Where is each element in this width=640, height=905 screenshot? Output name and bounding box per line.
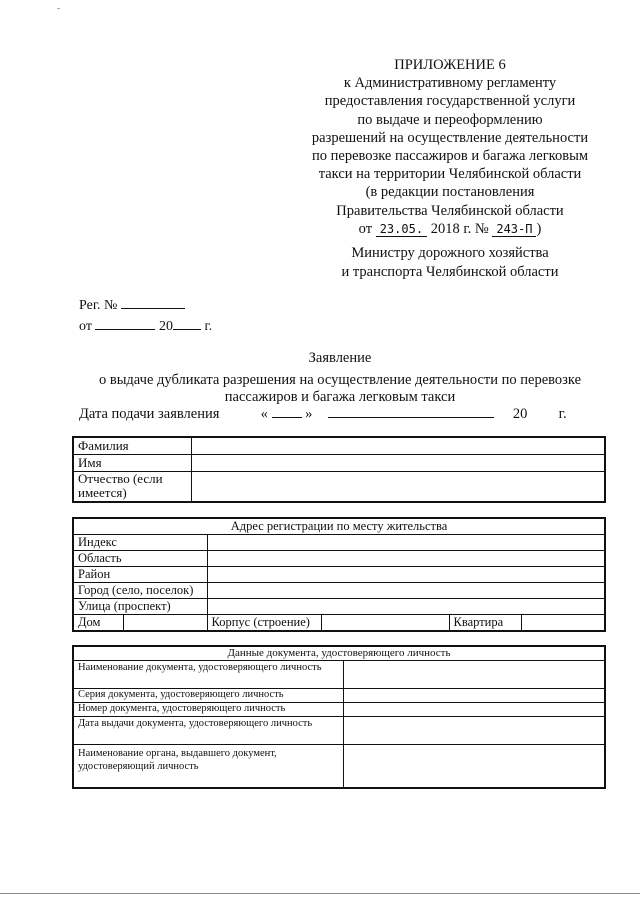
table-row bbox=[73, 646, 605, 660]
edition-line bbox=[300, 220, 600, 238]
address-table-header: Адрес регистрации по месту жительства bbox=[73, 518, 605, 535]
header-line: такси на территории Челябинской области bbox=[318, 166, 582, 183]
table-row bbox=[73, 583, 605, 599]
apartment-label: Квартира bbox=[449, 615, 521, 632]
doc-name-label: Наименование документа, удостоверяющего личность bbox=[73, 660, 343, 688]
street-field[interactable] bbox=[207, 599, 605, 615]
edition-date: 23.05. bbox=[376, 222, 427, 237]
reg-year-suffix: г. bbox=[204, 319, 213, 334]
edition-year: 2018 г. № bbox=[430, 220, 489, 237]
doc-issue-date-label: Дата выдачи документа, удостоверяющего личность bbox=[73, 716, 343, 744]
doc-series-label: Серия документа, удостоверяющего личность bbox=[73, 688, 343, 702]
surname-field[interactable] bbox=[191, 437, 605, 455]
table-row bbox=[73, 567, 605, 583]
reg-date-line bbox=[79, 317, 212, 335]
header-line: к Административному регламенту bbox=[343, 75, 557, 92]
postcode-field[interactable] bbox=[207, 535, 605, 551]
close-quote: » bbox=[305, 406, 313, 422]
district-field[interactable] bbox=[207, 567, 605, 583]
statement-subject-line: пассажиров и багажа легковым такси bbox=[224, 389, 456, 405]
appendix-title: ПРИЛОЖЕНИЕ 6 bbox=[394, 57, 506, 73]
table-row bbox=[73, 518, 605, 535]
doc-number-label: Номер документа, удостоверяющего личность bbox=[73, 702, 343, 716]
header-line: (в редакции постановления bbox=[365, 184, 535, 201]
postcode-label: Индекс bbox=[73, 535, 207, 551]
table-row bbox=[73, 744, 605, 788]
personal-data-table bbox=[72, 436, 606, 503]
building-field[interactable] bbox=[321, 615, 449, 632]
statement-heading: Заявление bbox=[308, 350, 372, 366]
apartment-field[interactable] bbox=[521, 615, 605, 632]
filing-date-line bbox=[79, 405, 599, 423]
filing-month-field[interactable] bbox=[328, 405, 494, 418]
patronymic-field[interactable] bbox=[191, 472, 605, 502]
header-line: предоставления государственной услуги bbox=[324, 93, 576, 110]
doc-issue-date-field[interactable] bbox=[343, 716, 605, 744]
table-row bbox=[73, 535, 605, 551]
filing-day-field[interactable] bbox=[272, 405, 302, 418]
name-field[interactable] bbox=[191, 455, 605, 472]
reg-year-field[interactable] bbox=[173, 317, 201, 330]
header-line: Правительства Челябинской области bbox=[336, 202, 564, 219]
filing-year-prefix: 20 bbox=[512, 406, 528, 422]
table-row bbox=[73, 551, 605, 567]
addressee bbox=[300, 244, 600, 281]
table-row bbox=[73, 702, 605, 716]
statement-subject-line: о выдаче дубликата разрешения на осуществление деятельности по перевозке bbox=[98, 372, 582, 388]
table-row bbox=[73, 660, 605, 688]
table-row bbox=[73, 688, 605, 702]
reg-date-label: от bbox=[79, 319, 92, 334]
reg-number-line bbox=[79, 296, 185, 314]
address-table bbox=[72, 517, 606, 632]
open-quote: « bbox=[260, 406, 268, 422]
filing-date-label: Дата подачи заявления bbox=[79, 406, 220, 422]
city-label: Город (село, поселок) bbox=[73, 583, 207, 599]
doc-number-field[interactable] bbox=[343, 702, 605, 716]
scan-speck bbox=[57, 8, 60, 9]
doc-issuer-field[interactable] bbox=[343, 744, 605, 788]
edition-prefix: от bbox=[358, 220, 373, 237]
patronymic-label: Отчество (если имеется) bbox=[73, 472, 191, 502]
identity-document-table bbox=[72, 645, 606, 789]
appendix-header bbox=[300, 56, 600, 238]
house-field[interactable] bbox=[123, 615, 207, 632]
table-row bbox=[73, 599, 605, 615]
header-line: по перевозке пассажиров и багажа легковым bbox=[311, 148, 589, 165]
reg-number-field[interactable] bbox=[121, 296, 185, 309]
building-label: Корпус (строение) bbox=[207, 615, 321, 632]
district-label: Район bbox=[73, 567, 207, 583]
region-label: Область bbox=[73, 551, 207, 567]
city-field[interactable] bbox=[207, 583, 605, 599]
table-row bbox=[73, 716, 605, 744]
page-bottom-rule bbox=[0, 893, 640, 894]
reg-date-field[interactable] bbox=[95, 317, 155, 330]
edition-suffix: ) bbox=[536, 220, 542, 237]
reg-number-label: Рег. № bbox=[79, 298, 118, 313]
doc-name-field[interactable] bbox=[343, 660, 605, 688]
addressee-line: и транспорта Челябинской области bbox=[341, 263, 559, 280]
statement-subject bbox=[60, 372, 620, 406]
header-line: разрешений на осуществление деятельности bbox=[311, 129, 589, 146]
street-label: Улица (проспект) bbox=[73, 599, 207, 615]
identity-table-header: Данные документа, удостоверяющего личность bbox=[73, 646, 605, 660]
table-row bbox=[73, 437, 605, 455]
doc-series-field[interactable] bbox=[343, 688, 605, 702]
table-row bbox=[73, 455, 605, 472]
doc-issuer-label: Наименование органа, выдавшего документ, удостоверяющий личность bbox=[73, 744, 343, 788]
reg-year-prefix: 20 bbox=[158, 319, 173, 334]
header-line: по выдаче и переоформлению bbox=[357, 111, 543, 128]
name-label: Имя bbox=[73, 455, 191, 472]
surname-label: Фамилия bbox=[73, 437, 191, 455]
region-field[interactable] bbox=[207, 551, 605, 567]
filing-year-suffix: г. bbox=[558, 406, 567, 422]
house-label: Дом bbox=[73, 615, 123, 632]
table-row bbox=[73, 472, 605, 502]
addressee-line: Министру дорожного хозяйства bbox=[351, 245, 549, 261]
table-row bbox=[73, 615, 605, 632]
edition-number: 243-П bbox=[492, 222, 536, 237]
